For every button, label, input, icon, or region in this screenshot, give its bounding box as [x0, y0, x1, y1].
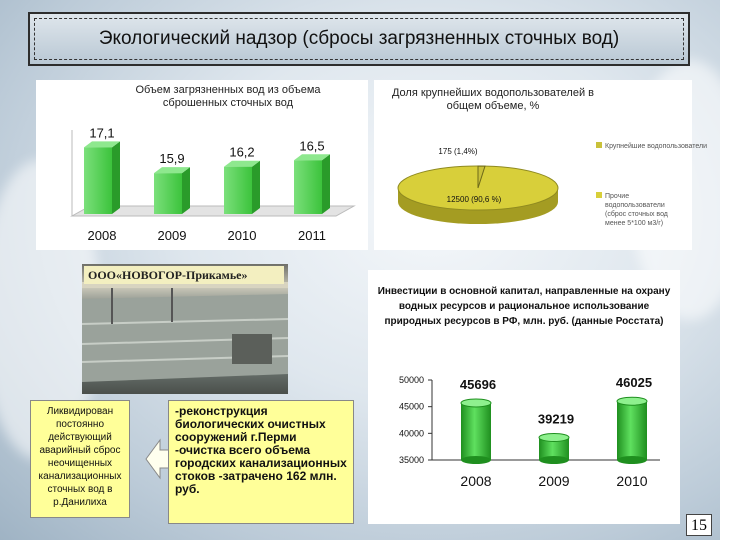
- bar-value-label: 39219: [537, 411, 575, 427]
- legend-swatch: [596, 192, 602, 198]
- investment-chart-title: Инвестиции в основной капитал, направленные на охрану водных ресурсов и рациональное использование природных ресурсов в РФ, млн. руб. (данные Росстата): [377, 286, 671, 327]
- x-tick-label: 2009: [157, 228, 187, 243]
- x-tick-label: 2011: [298, 228, 326, 243]
- share-chart-title: Доля крупнейших водопользователей в общем объеме, %: [391, 87, 594, 112]
- bar-top: [461, 399, 491, 407]
- share-pie-chart: [374, 80, 708, 250]
- note-liquidated-discharge: Ликвидирован постоянно действующий аварийный сброс неочищенных канализационных сточных вод в р.Данилиха: [30, 400, 130, 518]
- bar: [154, 173, 182, 214]
- bar-side: [112, 141, 120, 214]
- bar-side: [322, 154, 330, 214]
- bar-base: [539, 456, 569, 464]
- y-tick-label: 35000: [398, 455, 424, 465]
- bar: [461, 403, 491, 460]
- bar: [617, 401, 647, 460]
- volume-bar-chart: [36, 80, 368, 250]
- y-tick-label: 45000: [398, 401, 424, 412]
- bar-value-label: 16,2: [229, 144, 255, 160]
- volume-chart-title: Объем загрязненных вод из объема сброшенных сточных вод: [135, 84, 321, 109]
- bar-value-label: 15,9: [159, 151, 185, 167]
- page-number: 15: [686, 514, 712, 536]
- bar-value-label: 16,5: [299, 138, 325, 154]
- note-reconstruction: -реконструкция биологических очистных сооружений г.Перми -очистка всего объема городских канализационных стоков -затрачено 162 млн. руб.: [168, 400, 354, 524]
- x-tick-label: 2009: [538, 473, 570, 489]
- bar-value-label: 17,1: [89, 125, 115, 141]
- x-tick-label: 2008: [460, 473, 492, 489]
- bar-base: [461, 456, 491, 464]
- y-tick-label: 50000: [398, 375, 424, 385]
- bar: [84, 147, 112, 214]
- bar-top: [539, 433, 569, 441]
- bar-top: [617, 397, 647, 405]
- pie-label-others: 12500 (90,6 %): [446, 195, 502, 204]
- x-tick-label: 2010: [616, 473, 648, 489]
- x-tick-label: 2010: [227, 228, 257, 243]
- legend-swatch: [596, 142, 602, 148]
- slide-title: Экологический надзор (сбросы загрязненных сточных вод): [98, 28, 620, 49]
- slide-title-box: [28, 12, 690, 66]
- bar-value-label: 46025: [615, 375, 653, 391]
- bar-side: [252, 161, 260, 214]
- x-tick-label: 2008: [87, 228, 117, 243]
- bar: [294, 160, 322, 214]
- investment-bar-chart: [368, 270, 680, 524]
- legend-label: Прочие водопользователи (сброс сточных вод менее 5*100 м3/г): [605, 193, 668, 227]
- bar-base: [617, 456, 647, 464]
- bar-side: [182, 167, 190, 214]
- bar-value-label: 45696: [459, 376, 497, 392]
- legend-label: Крупнейшие водопользователи: [605, 143, 708, 150]
- photo-caption: ООО«НОВОГОР-Прикамье»: [84, 266, 284, 284]
- bar: [224, 167, 252, 214]
- y-tick-label: 40000: [398, 428, 424, 439]
- pie-label-largest: 175 (1,4%): [438, 147, 478, 156]
